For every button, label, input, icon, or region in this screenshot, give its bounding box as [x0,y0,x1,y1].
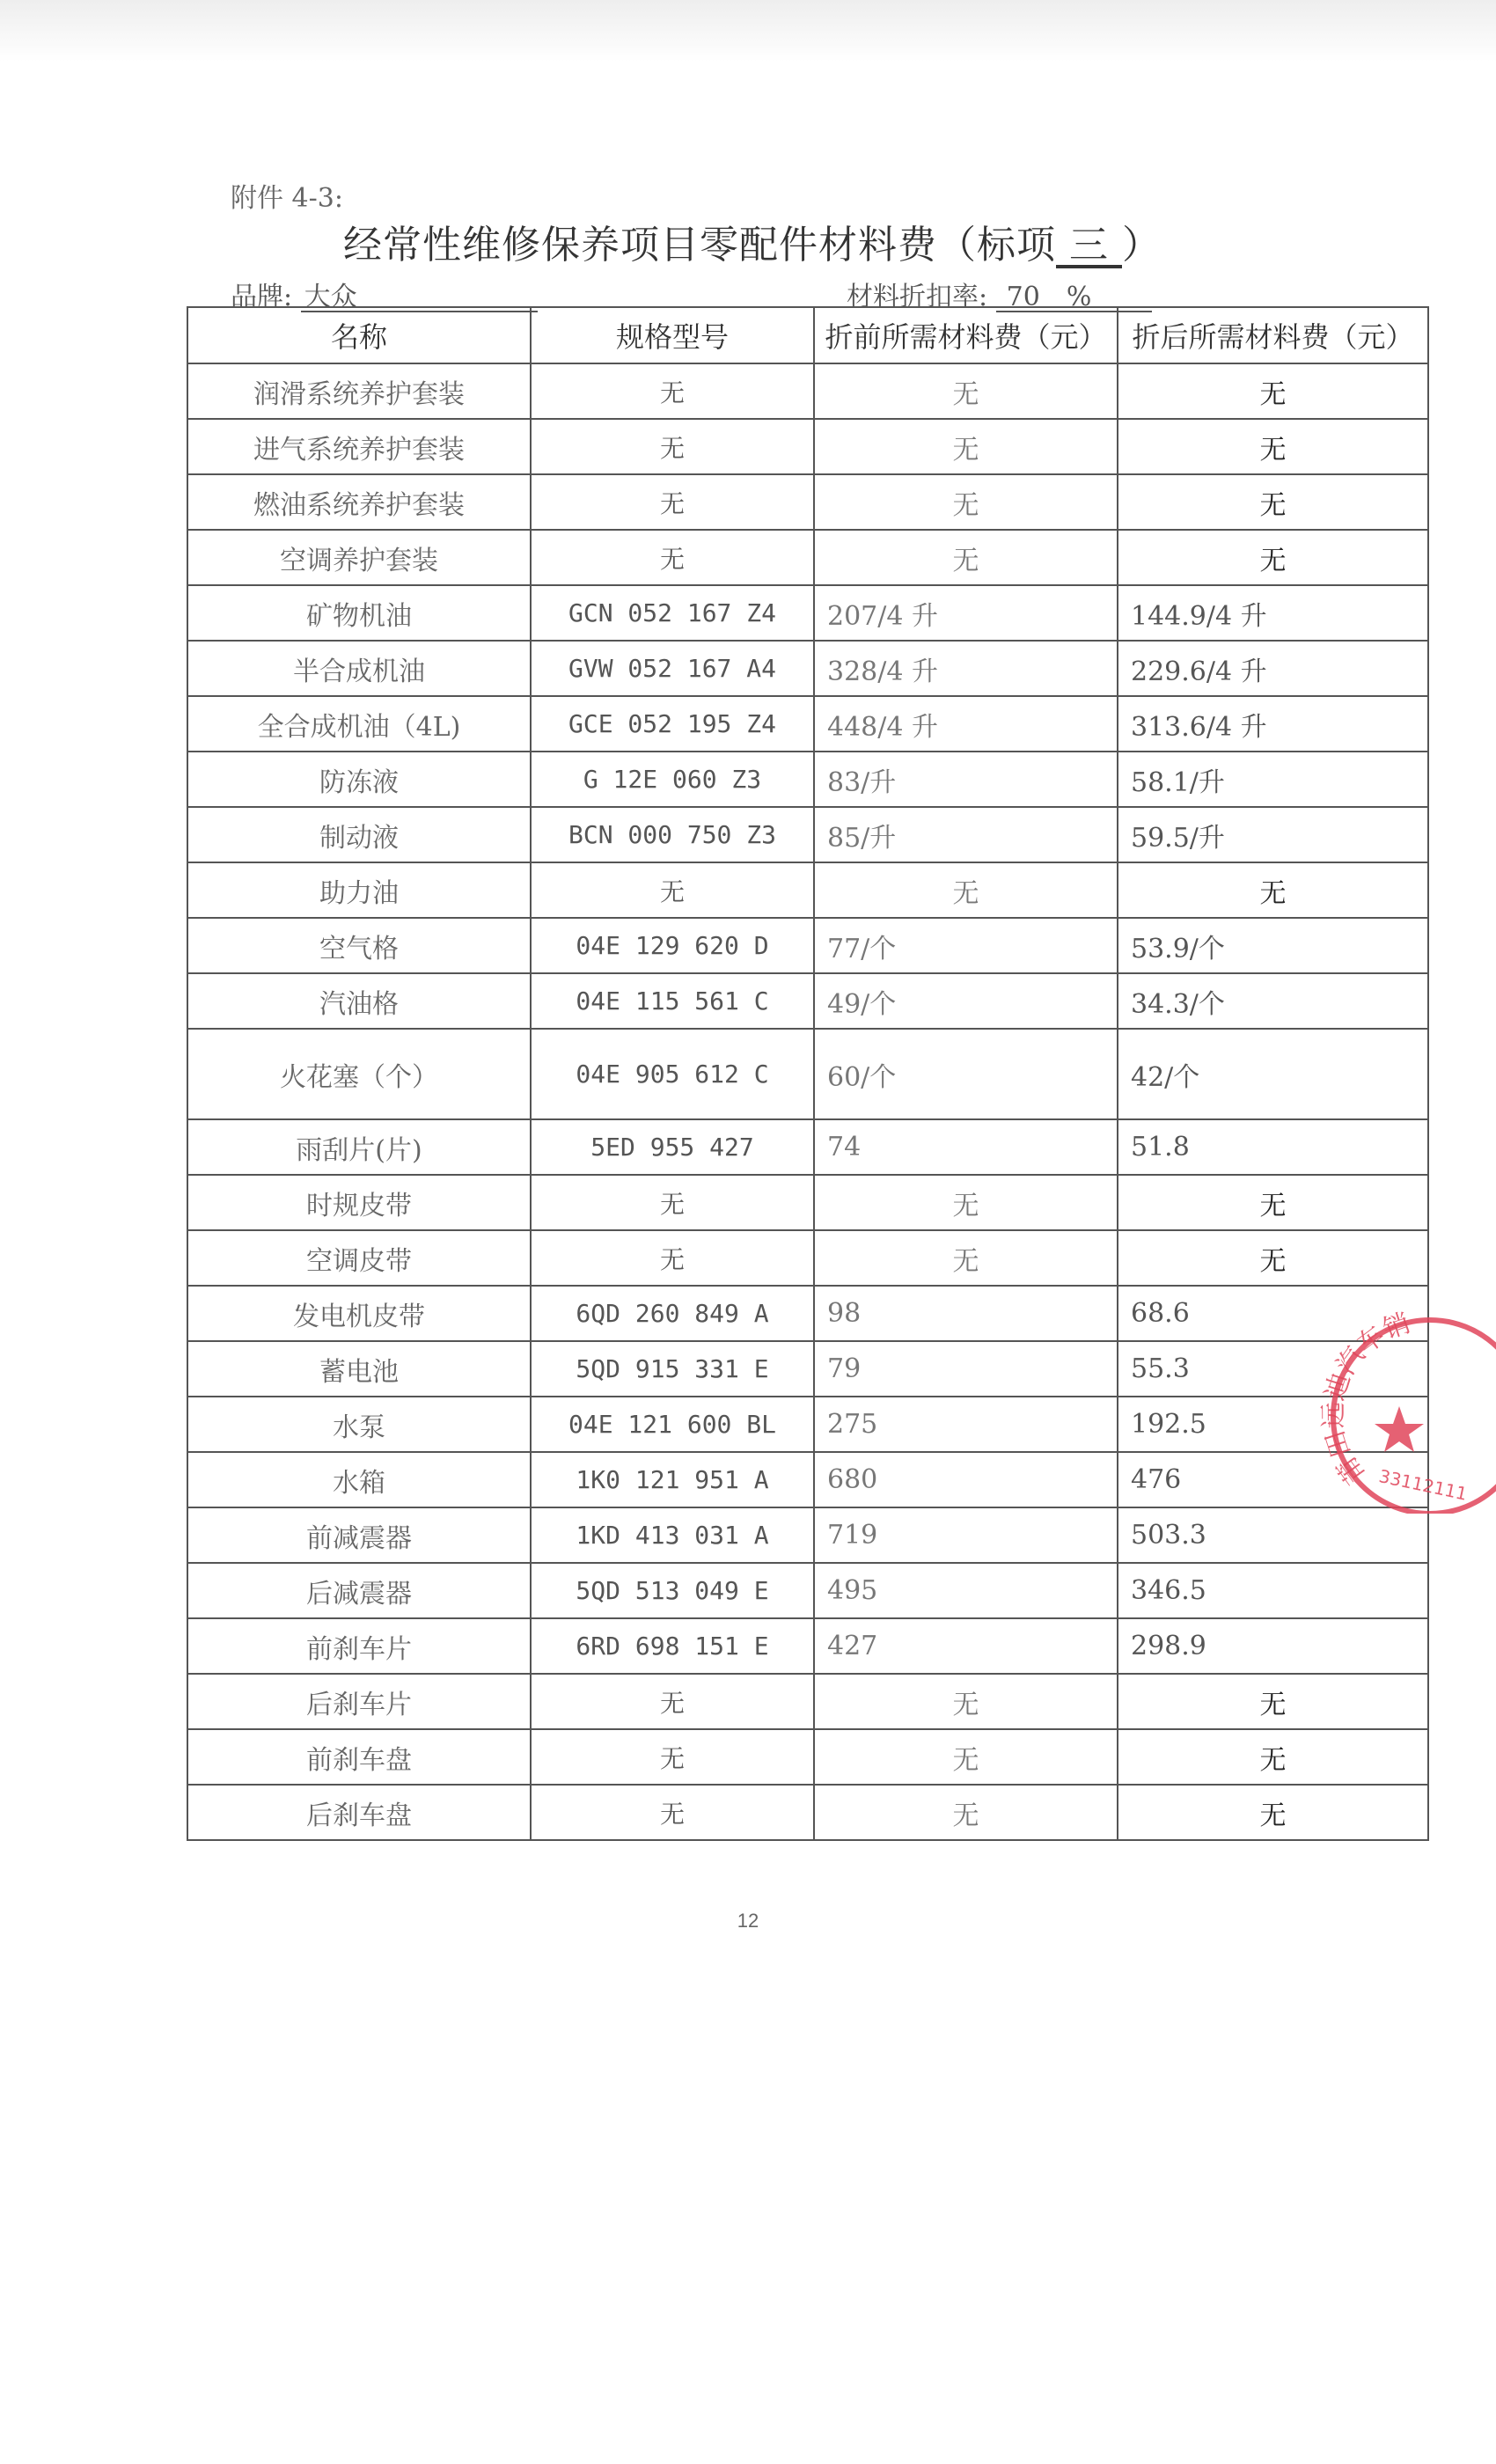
part-name-cell: 后刹车片 [187,1674,531,1729]
part-name-cell: 前减震器 [187,1507,531,1563]
price-before-cell: 无 [814,363,1118,419]
seal-text: 莆田远迪汽车销 [1318,1308,1415,1490]
table-row [187,530,1428,585]
price-before-cell: 无 [814,1729,1118,1785]
price-after-cell: 无 [1118,1175,1428,1230]
price-before-cell: 207/4 升 [814,585,1118,641]
price-before-cell: 无 [814,1175,1118,1230]
table-row [187,1029,1428,1119]
seal-star-icon [1375,1406,1424,1452]
discount-label: 材料折扣率: [847,282,988,312]
document-title [343,213,1162,269]
part-model-cell: 无 [531,1175,814,1230]
title-lot-number: 三 [1069,223,1109,268]
price-before-cell: 无 [814,1230,1118,1286]
part-model-cell: 04E 115 561 C [531,973,814,1029]
price-after-cell: 192.5 [1118,1397,1428,1452]
part-name-cell: 水箱 [187,1452,531,1507]
price-after-cell: 无 [1118,1785,1428,1840]
table-row [187,1507,1428,1563]
part-name-cell: 全合成机油（4L) [187,696,531,752]
title-main: 经常性维修保养项目零配件材料费（标项 [343,223,1056,268]
price-after-cell: 59.5/升 [1118,807,1428,862]
table-row [187,752,1428,807]
part-model-cell: GVW 052 167 A4 [531,641,814,696]
part-model-cell: 1K0 121 951 A [531,1452,814,1507]
part-name-cell: 后减震器 [187,1563,531,1618]
part-model-cell: 6QD 260 849 A [531,1286,814,1341]
table-row [187,641,1428,696]
part-model-cell: GCN 052 167 Z4 [531,585,814,641]
part-name-cell: 制动液 [187,807,531,862]
part-name-cell: 助力油 [187,862,531,918]
price-before-cell: 328/4 升 [814,641,1118,696]
part-model-cell: 04E 121 600 BL [531,1397,814,1452]
part-name-cell: 空调养护套装 [187,530,531,585]
part-model-cell: 无 [531,419,814,474]
price-after-cell: 51.8 [1118,1119,1428,1175]
part-model-cell: 无 [531,1230,814,1286]
part-model-cell: 5QD 513 049 E [531,1563,814,1618]
discount-unit: % [1066,282,1092,312]
brand-value: 大众 [301,284,538,312]
price-after-cell: 无 [1118,1729,1428,1785]
price-before-cell: 680 [814,1452,1118,1507]
part-name-cell: 润滑系统养护套装 [187,363,531,419]
price-after-cell: 无 [1118,1674,1428,1729]
price-before-cell: 719 [814,1507,1118,1563]
table-row [187,1563,1428,1618]
table-row [187,1397,1428,1452]
part-model-cell: 5QD 915 331 E [531,1341,814,1397]
svg-text:莆田远迪汽车销 [1318,1308,1414,1489]
parts-table-body [187,363,1428,1840]
part-name-cell: 水泵 [187,1397,531,1452]
table-row [187,1674,1428,1729]
price-after-cell: 313.6/4 升 [1118,696,1428,752]
table-row [187,419,1428,474]
price-before-cell: 无 [814,530,1118,585]
price-before-cell: 85/升 [814,807,1118,862]
price-after-cell: 无 [1118,1230,1428,1286]
table-row [187,1286,1428,1341]
part-name-cell: 蓄电池 [187,1341,531,1397]
price-before-cell: 无 [814,862,1118,918]
price-after-cell: 58.1/升 [1118,752,1428,807]
table-row [187,918,1428,973]
part-model-cell: 6RD 698 151 E [531,1618,814,1674]
part-name-cell: 前刹车盘 [187,1729,531,1785]
part-model-cell: BCN 000 750 Z3 [531,807,814,862]
part-model-cell: GCE 052 195 Z4 [531,696,814,752]
part-model-cell: 04E 905 612 C [531,1029,814,1119]
price-after-cell: 68.6 [1118,1286,1428,1341]
part-name-cell: 前刹车片 [187,1618,531,1674]
price-after-cell: 无 [1118,419,1428,474]
price-after-cell: 55.3 [1118,1341,1428,1397]
price-before-cell: 49/个 [814,973,1118,1029]
part-model-cell: 无 [531,474,814,530]
price-before-cell: 77/个 [814,918,1118,973]
seal-code: 33112111 [1376,1465,1470,1505]
brand-label: 品牌: [231,282,293,312]
part-model-cell: 无 [531,1729,814,1785]
table-row [187,973,1428,1029]
price-after-cell: 53.9/个 [1118,918,1428,973]
part-name-cell: 发电机皮带 [187,1286,531,1341]
price-before-cell: 83/升 [814,752,1118,807]
part-name-cell: 时规皮带 [187,1175,531,1230]
table-row [187,585,1428,641]
price-after-cell: 无 [1118,530,1428,585]
table-row [187,1175,1428,1230]
part-name-cell: 空气格 [187,918,531,973]
price-before-cell: 79 [814,1341,1118,1397]
table-row [187,1729,1428,1785]
price-after-cell: 无 [1118,363,1428,419]
price-after-cell: 无 [1118,474,1428,530]
part-model-cell: 无 [531,1674,814,1729]
part-model-cell: 5ED 955 427 [531,1119,814,1175]
part-name-cell: 半合成机油 [187,641,531,696]
price-before-cell: 98 [814,1286,1118,1341]
part-model-cell: 无 [531,1785,814,1840]
attachment-label: 附件 4-3: [231,183,343,214]
part-model-cell: G 12E 060 Z3 [531,752,814,807]
company-seal [1316,1302,1496,1514]
column-header-price-before: 折前所需材料费（元） [814,307,1118,363]
table-row [187,1452,1428,1507]
price-before-cell: 495 [814,1563,1118,1618]
price-after-cell: 42/个 [1118,1029,1428,1119]
price-before-cell: 无 [814,474,1118,530]
part-model-cell: 无 [531,862,814,918]
price-after-cell: 298.9 [1118,1618,1428,1674]
price-before-cell: 无 [814,1674,1118,1729]
price-before-cell: 448/4 升 [814,696,1118,752]
part-name-cell: 防冻液 [187,752,531,807]
part-name-cell: 燃油系统养护套装 [187,474,531,530]
price-before-cell: 427 [814,1618,1118,1674]
table-row [187,1618,1428,1674]
price-after-cell: 229.6/4 升 [1118,641,1428,696]
column-header-price-after: 折后所需材料费（元） [1118,307,1428,363]
table-row [187,1341,1428,1397]
table-row [187,363,1428,419]
table-row [187,1230,1428,1286]
price-after-cell: 34.3/个 [1118,973,1428,1029]
table-row [187,1119,1428,1175]
table-row [187,862,1428,918]
table-row [187,807,1428,862]
price-before-cell: 无 [814,1785,1118,1840]
scan-shadow [0,0,1496,62]
title-close: ） [1122,223,1162,268]
price-before-cell: 74 [814,1119,1118,1175]
table-row [187,1785,1428,1840]
page-number: 12 [737,1910,759,1932]
price-before-cell: 60/个 [814,1029,1118,1119]
part-name-cell: 后刹车盘 [187,1785,531,1840]
part-name-cell: 汽油格 [187,973,531,1029]
part-name-cell: 雨刮片(片) [187,1119,531,1175]
table-header-row [187,307,1428,363]
part-model-cell: 无 [531,363,814,419]
price-after-cell: 476 [1118,1452,1428,1507]
price-after-cell: 无 [1118,862,1428,918]
table-row [187,696,1428,752]
column-header-name: 名称 [187,307,531,363]
price-after-cell: 503.3 [1118,1507,1428,1563]
part-name-cell: 空调皮带 [187,1230,531,1286]
table-row [187,474,1428,530]
price-before-cell: 275 [814,1397,1118,1452]
part-name-cell: 进气系统养护套装 [187,419,531,474]
part-model-cell: 04E 129 620 D [531,918,814,973]
part-name-cell: 矿物机油 [187,585,531,641]
part-model-cell: 无 [531,530,814,585]
parts-table [187,306,1429,1841]
column-header-model: 规格型号 [531,307,814,363]
part-model-cell: 1KD 413 031 A [531,1507,814,1563]
part-name-cell: 火花塞（个） [187,1029,531,1119]
price-before-cell: 无 [814,419,1118,474]
price-after-cell: 144.9/4 升 [1118,585,1428,641]
discount-value: 70 [1006,282,1040,312]
price-after-cell: 346.5 [1118,1563,1428,1618]
